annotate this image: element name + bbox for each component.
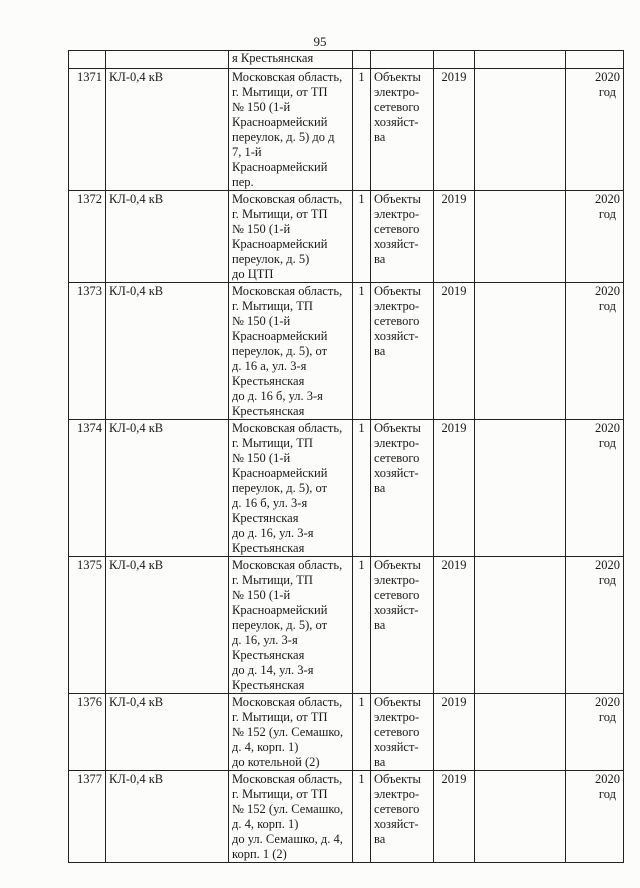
cell-address: Московская область, г. Мытищи, ТП № 150 (1-й Красноармейский переулок, д. 5), от д. 16 а, ул. 3-я Крестьянская до д. 16 б, ул. 3-я Крестьянская bbox=[229, 283, 353, 420]
cell-col7 bbox=[475, 771, 566, 863]
cell-end bbox=[566, 69, 624, 191]
cell-qty: 1 bbox=[353, 694, 371, 771]
cell-qty: 1 bbox=[353, 69, 371, 191]
cell-name: КЛ-0,4 кВ bbox=[106, 771, 229, 863]
end-unit: год bbox=[598, 207, 616, 221]
cell-qty: 1 bbox=[353, 557, 371, 694]
table-row-continuation bbox=[69, 51, 624, 69]
cell-num: 1374 bbox=[69, 420, 106, 557]
end-unit: год bbox=[598, 85, 616, 99]
cell-end bbox=[566, 51, 624, 69]
cell-year: 2019 bbox=[434, 191, 475, 283]
cell-address: Московская область, г. Мытищи, от ТП № 150 (1-й Красноармейский переулок, д. 5) до ЦТП bbox=[229, 191, 353, 283]
cell-address: Московская область, г. Мытищи, от ТП № 152 (ул. Семашко, д. 4, корп. 1) до ул. Семашко, д. 4, корп. 1 (2) bbox=[229, 771, 353, 863]
end-year: 2020 bbox=[595, 284, 620, 298]
cell-col7 bbox=[475, 557, 566, 694]
cell-object: Объекты электро- сетевого хозяйст- ва bbox=[371, 771, 434, 863]
cell-object: Объекты электро- сетевого хозяйст- ва bbox=[371, 694, 434, 771]
table-row bbox=[69, 694, 624, 771]
cell-qty: 1 bbox=[353, 420, 371, 557]
cell-year: 2019 bbox=[434, 69, 475, 191]
end-unit: год bbox=[598, 299, 616, 313]
cell-qty bbox=[353, 51, 371, 69]
cell-name: КЛ-0,4 кВ bbox=[106, 283, 229, 420]
cell-object: Объекты электро- сетевого хозяйст- ва bbox=[371, 191, 434, 283]
end-unit: год bbox=[598, 573, 616, 587]
cell-col7 bbox=[475, 51, 566, 69]
cell-num bbox=[69, 51, 106, 69]
cell-end bbox=[566, 771, 624, 863]
table-row bbox=[69, 420, 624, 557]
table-row bbox=[69, 557, 624, 694]
end-year: 2020 bbox=[595, 772, 620, 786]
table-row bbox=[69, 771, 624, 863]
cell-qty: 1 bbox=[353, 283, 371, 420]
end-year: 2020 bbox=[595, 192, 620, 206]
end-unit: год bbox=[598, 710, 616, 724]
cell-address: Московская область, г. Мытищи, от ТП № 152 (ул. Семашко, д. 4, корп. 1) до котельной (2) bbox=[229, 694, 353, 771]
cell-end bbox=[566, 694, 624, 771]
cell-num: 1377 bbox=[69, 771, 106, 863]
cell-year bbox=[434, 51, 475, 69]
cell-year: 2019 bbox=[434, 283, 475, 420]
cell-year: 2019 bbox=[434, 694, 475, 771]
cell-object: Объекты электро- сетевого хозяйст- ва bbox=[371, 420, 434, 557]
cell-col7 bbox=[475, 69, 566, 191]
cell-end bbox=[566, 283, 624, 420]
table-body bbox=[69, 51, 624, 863]
cell-name: КЛ-0,4 кВ bbox=[106, 557, 229, 694]
cell-object: Объекты электро- сетевого хозяйст- ва bbox=[371, 283, 434, 420]
cell-num: 1375 bbox=[69, 557, 106, 694]
end-year: 2020 bbox=[595, 421, 620, 435]
cell-name bbox=[106, 51, 229, 69]
cell-col7 bbox=[475, 694, 566, 771]
table-row bbox=[69, 191, 624, 283]
cell-col7 bbox=[475, 420, 566, 557]
cell-num: 1372 bbox=[69, 191, 106, 283]
end-year: 2020 bbox=[595, 70, 620, 84]
cell-num: 1371 bbox=[69, 69, 106, 191]
cell-name: КЛ-0,4 кВ bbox=[106, 420, 229, 557]
page-number: 95 bbox=[313, 34, 327, 49]
cell-address: Московская область, г. Мытищи, от ТП № 150 (1-й Красноармейский переулок, д. 5) до д 7, 1-й Красноармейский пер. bbox=[229, 69, 353, 191]
cell-num: 1373 bbox=[69, 283, 106, 420]
cell-address: Московская область, г. Мытищи, ТП № 150 (1-й Красноармейский переулок, д. 5), от д. 16, ул. 3-я Крестьянская до д. 14, ул. 3-я Крестьянская bbox=[229, 557, 353, 694]
end-unit: год bbox=[598, 787, 616, 801]
cell-num: 1376 bbox=[69, 694, 106, 771]
cell-col7 bbox=[475, 283, 566, 420]
cell-end bbox=[566, 420, 624, 557]
end-year: 2020 bbox=[595, 558, 620, 572]
cell-qty: 1 bbox=[353, 191, 371, 283]
end-year: 2020 bbox=[595, 695, 620, 709]
cell-col7 bbox=[475, 191, 566, 283]
cell-object bbox=[371, 51, 434, 69]
registry-table bbox=[68, 50, 624, 863]
cell-end bbox=[566, 191, 624, 283]
cell-object: Объекты электро- сетевого хозяйст- ва bbox=[371, 557, 434, 694]
cell-address: я Крестьянская bbox=[229, 51, 353, 69]
cell-end bbox=[566, 557, 624, 694]
cell-name: КЛ-0,4 кВ bbox=[106, 69, 229, 191]
cell-year: 2019 bbox=[434, 557, 475, 694]
cell-name: КЛ-0,4 кВ bbox=[106, 694, 229, 771]
cell-object: Объекты электро- сетевого хозяйст- ва bbox=[371, 69, 434, 191]
cell-year: 2019 bbox=[434, 420, 475, 557]
table-row bbox=[69, 283, 624, 420]
table-row bbox=[69, 69, 624, 191]
cell-year: 2019 bbox=[434, 771, 475, 863]
end-unit: год bbox=[598, 436, 616, 450]
cell-qty: 1 bbox=[353, 771, 371, 863]
cell-address: Московская область, г. Мытищи, ТП № 150 (1-й Красноармейский переулок, д. 5), от д. 16 б, ул. 3-я Крестянская до д. 16, ул. 3-я Крестьянская bbox=[229, 420, 353, 557]
cell-name: КЛ-0,4 кВ bbox=[106, 191, 229, 283]
